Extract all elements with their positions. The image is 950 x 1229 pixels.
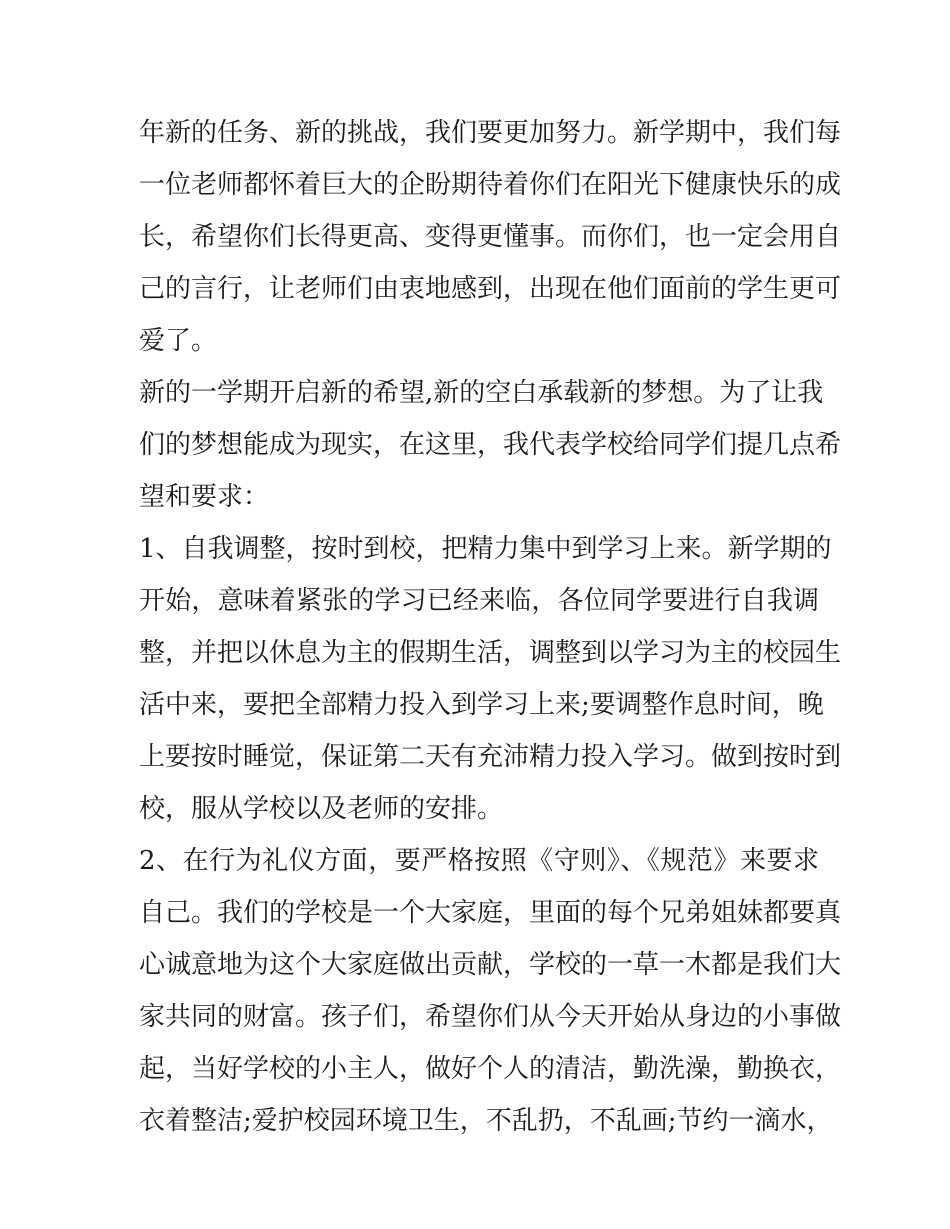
body-text: [139, 107, 842, 1147]
text-line: 己的言行，让老师们由衷地感到，出现在他们面前的学生更可: [139, 274, 842, 304]
text-line: 衣着整洁;爱护校园环境卫生，不乱扔，不乱画;节约一滴水，: [139, 1106, 833, 1136]
text-line: 家共同的财富。孩子们，希望你们从今天开始从身边的小事做: [139, 1002, 842, 1032]
text-line: 望和要求：: [139, 482, 270, 512]
text-line: 们的梦想能成为现实，在这里，我代表学校给同学们提几点希: [139, 430, 842, 460]
text-line: 一位老师都怀着巨大的企盼期待着你们在阳光下健康快乐的成: [139, 170, 842, 200]
text-line: 心诚意地为这个大家庭做出贡献，学校的一草一木都是我们大: [139, 950, 842, 980]
text-line: 爱了。: [139, 326, 218, 356]
text-line: 起，当好学校的小主人，做好个人的清洁，勤洗澡，勤换衣，: [139, 1054, 842, 1084]
text-line: 2、在行为礼仪方面，要严格按照《守则》、《规范》来要求: [139, 846, 819, 876]
text-line: 整，并把以休息为主的假期生活，调整到以学习为主的校园生: [139, 638, 842, 668]
text-line: 上要按时睡觉，保证第二天有充沛精力投入学习。做到按时到: [139, 742, 842, 772]
text-line: 年新的任务、新的挑战，我们要更加努力。新学期中，我们每: [139, 118, 842, 148]
text-line: 活中来，要把全部精力投入到学习上来;要调整作息时间，晚: [139, 690, 824, 720]
text-line: 1、自我调整，按时到校，把精力集中到学习上来。新学期的: [139, 534, 832, 564]
text-line: 新的一学期开启新的希望,新的空白承载新的梦想。为了让我: [139, 378, 824, 408]
text-line: 校，服从学校以及老师的安排。: [139, 794, 504, 824]
text-line: 自己。我们的学校是一个大家庭，里面的每个兄弟姐妹都要真: [139, 898, 842, 928]
text-line: 长，希望你们长得更高、变得更懂事。而你们，也一定会用自: [139, 222, 842, 252]
text-line: 开始，意味着紧张的学习已经来临，各位同学要进行自我调: [139, 586, 819, 616]
